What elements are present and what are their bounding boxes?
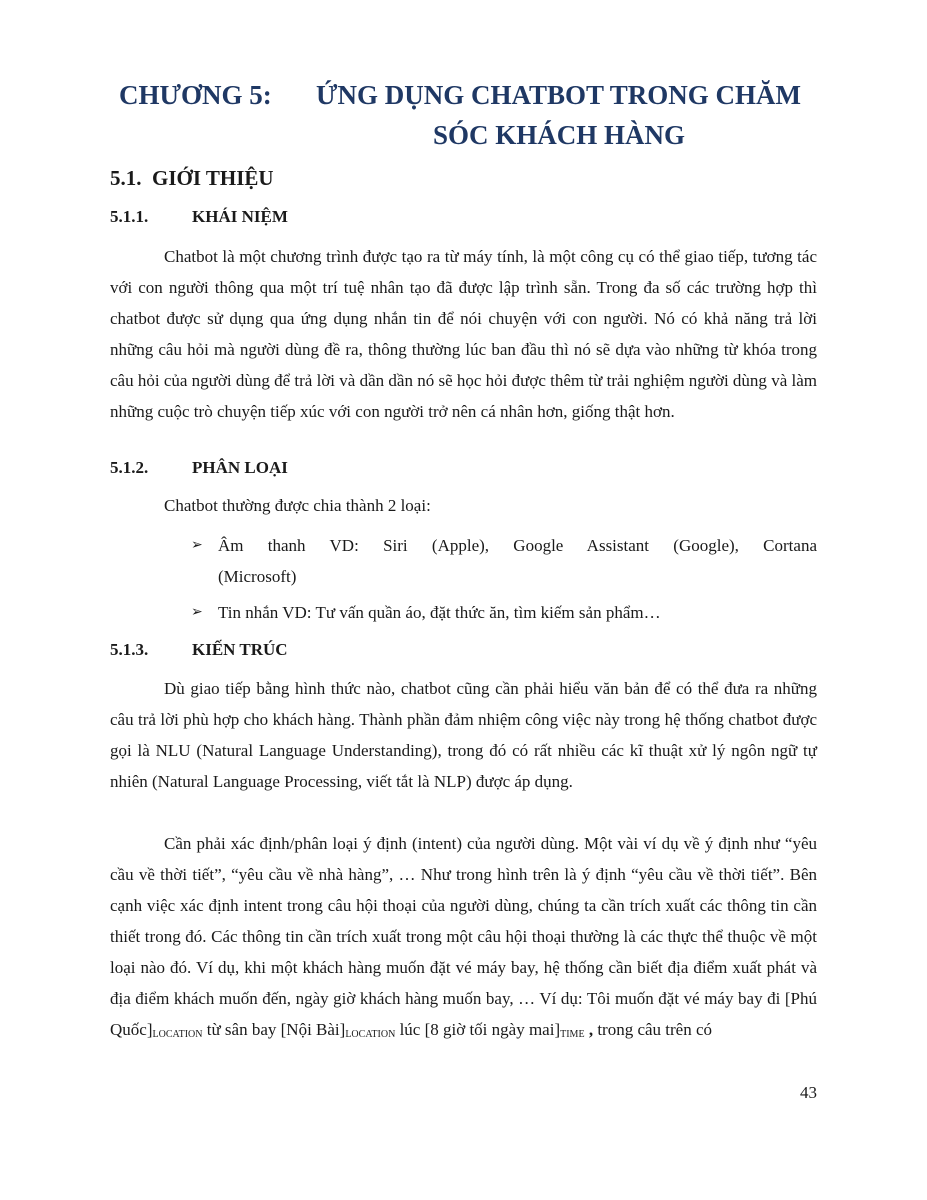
paragraph-architecture-2	[110, 828, 817, 1050]
classification-intro: Chatbot thường được chia thành 2 loại:	[164, 496, 431, 515]
chapter-number: CHƯƠNG 5:	[119, 80, 272, 110]
list-item-text: Tin nhắn VD: Tư vấn quần áo, đặt thức ăn, tìm kiếm sản phẩm…	[218, 603, 661, 622]
subsection-title: PHÂN LOẠI	[192, 458, 288, 477]
list-item-text: Âm thanh VD: Siri (Apple), Google Assistant (Google), Cortana	[218, 536, 817, 555]
list-item	[191, 597, 817, 628]
chapter-title-line1: ỨNG DỤNG CHATBOT TRONG CHĂM	[316, 80, 802, 110]
entity-tag: TIME	[560, 1029, 585, 1040]
paragraph-text: từ sân bay [Nội Bài]	[202, 1020, 346, 1039]
section-title: GIỚI THIỆU	[152, 166, 274, 190]
section-number: 5.1.	[110, 166, 142, 190]
paragraph-concept: Chatbot là một chương trình được tạo ra từ máy tính, là một công cụ có thể giao tiếp, tương tác với con người thông qua một trí tuệ nhân tạo đã được lập trình sẵn. Trong đa số các trường hợp thì chatbot được sử dụng qua ứng dụng nhắn tin để nói chuyện với con người. Nó có khả năng trả lời những câu hỏi mà người dùng đề ra, thông thường lúc ban đầu thì nó sẽ dựa vào những từ khóa trong câu hỏi của người dùng để trả lời và dần dần nó sẽ học hỏi được thêm từ trải nghiệm người dùng và làm những cuộc trò chuyện tiếp xúc với con người trở nên cá nhân hơn, giống thật hơn.	[110, 247, 817, 421]
page-number: 43	[800, 1083, 817, 1102]
chapter-title-line2: SÓC KHÁCH HÀNG	[433, 120, 686, 150]
paragraph-text: ,	[584, 1020, 594, 1039]
entity-tag: LOCATION	[152, 1029, 203, 1040]
paragraph-text: Cần phải xác định/phân loại ý định (intent) của người dùng. Một vài ví dụ về ý định như “yêu cầu về thời tiết”, “yêu cầu về nhà hàng”, … Như trong hình trên là ý định “yêu cầu về thời tiết”. Bên cạnh việc xác định intent trong câu hội thoại của người dùng, chúng ta cần trích xuất các thông tin cần thiết trong đó. Các thông tin cần trích xuất trong một câu hội thoại thường là các thực thể thuộc về một loại nào đó. Ví dụ, khi một khách hàng muốn đặt vé máy bay, hệ thống cần biết địa điểm xuất phát và địa điểm khách muốn đến, ngày giờ khách hàng muốn bay, … Ví dụ: Tôi muốn đặt vé máy bay đi [Phú Quốc]	[110, 834, 817, 1039]
list-item	[191, 530, 817, 592]
entity-tag: LOCATION	[345, 1029, 396, 1040]
subsection-number: 5.1.1.	[110, 207, 149, 226]
list-item-text-continued: (Microsoft)	[218, 567, 297, 586]
subsection-number: 5.1.2.	[110, 458, 149, 477]
section-heading	[110, 166, 274, 191]
subsection-heading-concept	[110, 207, 288, 227]
subsection-heading-classification	[110, 458, 288, 478]
paragraph-architecture-1: Dù giao tiếp bằng hình thức nào, chatbot cũng cần phải hiểu văn bản để có thể đưa ra những câu trả lời phù hợp cho khách hàng. Thành phần đảm nhiệm công việc này trong hệ thống chatbot được gọi là NLU (Natural Language Understanding), trong đó có rất nhiều các kĩ thuật xử lý ngôn ngữ tự nhiên (Natural Language Processing, viết tắt là NLP) được áp dụng.	[110, 679, 817, 791]
arrow-bullet-icon: ➢	[191, 537, 203, 553]
subsection-title: KIẾN TRÚC	[192, 640, 288, 659]
paragraph-text: lúc [8 giờ tối ngày mai]	[395, 1020, 561, 1039]
subsection-number: 5.1.3.	[110, 640, 149, 659]
arrow-bullet-icon: ➢	[191, 604, 203, 620]
subsection-heading-architecture	[110, 640, 288, 660]
subsection-title: KHÁI NIỆM	[192, 207, 288, 226]
paragraph-text: trong câu trên có	[593, 1020, 713, 1039]
